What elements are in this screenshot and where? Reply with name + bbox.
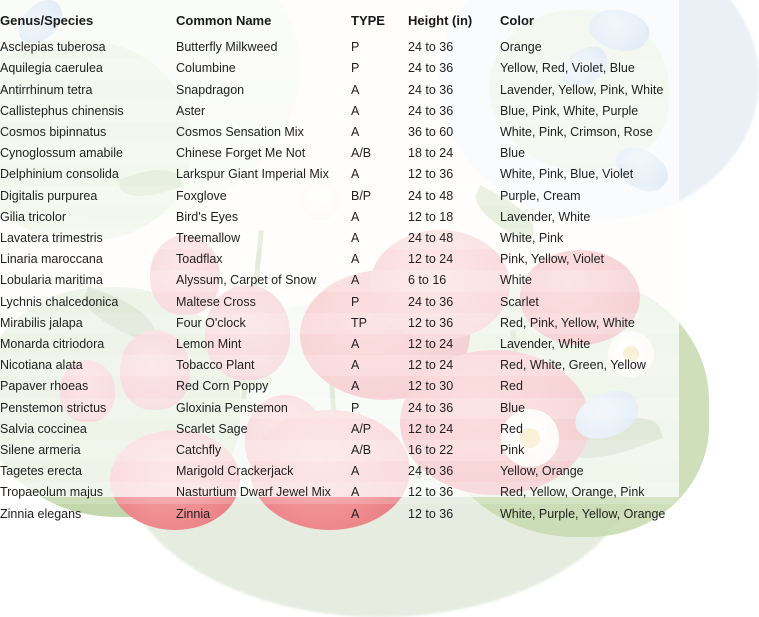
table-row [0, 292, 679, 313]
table-row [0, 207, 679, 228]
column-header-color: Color [500, 13, 534, 28]
cell-height: 36 to 60 [408, 125, 454, 140]
cell-height: 12 to 36 [408, 313, 500, 334]
cell-type: A [351, 482, 408, 503]
cell-common-name: Treemallow [176, 228, 351, 249]
cell-height: 24 to 48 [408, 186, 500, 207]
table-row [0, 101, 679, 122]
cell-type: A [351, 82, 360, 97]
cell-genus-species: Tagetes erecta [0, 464, 82, 479]
column-header-genus-species: Genus/Species [0, 13, 94, 28]
cell-common-name: Lemon Mint [176, 337, 242, 352]
cell-type: A [351, 228, 408, 249]
cell-color: Yellow, Orange [500, 464, 584, 479]
table-row [0, 249, 679, 270]
cell-height: 12 to 36 [408, 482, 500, 503]
cell-height: 12 to 24 [408, 355, 500, 376]
cell-height: 24 to 48 [408, 228, 500, 249]
table-row [0, 504, 679, 525]
cell-genus-species: Linaria maroccana [0, 252, 103, 267]
cell-common-name: Tobacco Plant [176, 355, 351, 376]
cell-genus-species: Gilia tricolor [0, 209, 66, 224]
cell-height: 12 to 18 [408, 209, 454, 224]
cell-type: A [351, 337, 360, 352]
cell-genus-species: Zinnia elegans [0, 506, 82, 521]
cell-color: Red, White, Green, Yellow [500, 355, 679, 376]
cell-color: White, Pink [500, 228, 679, 249]
cell-common-name: Zinnia [176, 506, 211, 521]
cell-genus-species: Penstemon strictus [0, 398, 176, 419]
cell-genus-species: Nicotiana alata [0, 355, 176, 376]
column-header-height: Height (in) [408, 13, 473, 28]
cell-type: A/P [351, 421, 372, 436]
column-header-type: TYPE [351, 13, 385, 28]
cell-common-name: Gloxinia Penstemon [176, 398, 351, 419]
cell-common-name: Aster [176, 101, 351, 122]
cell-common-name: Bird's Eyes [176, 209, 239, 224]
column-header-common-name: Common Name [176, 13, 272, 28]
cell-height: 12 to 36 [408, 506, 454, 521]
cell-type: A [351, 506, 360, 521]
table-row [0, 482, 679, 503]
cell-color: Lavender, White [500, 337, 591, 352]
cell-type: A [351, 270, 408, 291]
cell-type: A/B [351, 440, 408, 461]
cell-common-name: Columbine [176, 58, 351, 79]
cell-genus-species: Cynoglossum amabile [0, 143, 176, 164]
cell-height: 24 to 36 [408, 398, 500, 419]
cell-common-name: Scarlet Sage [176, 421, 248, 436]
table-row [0, 355, 679, 376]
cell-height: 12 to 24 [408, 337, 454, 352]
table-row [0, 461, 679, 482]
cell-height: 12 to 36 [408, 167, 454, 182]
cell-common-name: Larkspur Giant Imperial Mix [176, 167, 329, 182]
plant-list-table [0, 10, 679, 525]
cell-common-name: Chinese Forget Me Not [176, 143, 351, 164]
cell-type: A [351, 252, 360, 267]
table-row [0, 80, 679, 101]
cell-type: A [351, 464, 360, 479]
cell-type: TP [351, 313, 408, 334]
cell-genus-species: Lychnis chalcedonica [0, 294, 119, 309]
cell-type: P [351, 294, 360, 309]
cell-color: Red [500, 379, 523, 394]
cell-color: Red, Pink, Yellow, White [500, 313, 679, 334]
cell-color: Lavender, Yellow, Pink, White [500, 82, 664, 97]
table-row [0, 164, 679, 185]
table-header-row [0, 10, 679, 37]
cell-type: A [351, 355, 408, 376]
cell-genus-species: Mirabilis jalapa [0, 313, 176, 334]
cell-common-name: Toadflax [176, 252, 223, 267]
cell-type: P [351, 398, 408, 419]
cell-genus-species: Tropaeolum majus [0, 482, 176, 503]
cell-common-name: Snapdragon [176, 82, 245, 97]
cell-color: Blue [500, 143, 679, 164]
cell-color: White [500, 270, 679, 291]
cell-color: Red, Yellow, Orange, Pink [500, 482, 679, 503]
cell-genus-species: Lobularia maritima [0, 270, 176, 291]
cell-type: A [351, 101, 408, 122]
cell-common-name: Catchfly [176, 440, 351, 461]
table-row [0, 228, 679, 249]
cell-color: Yellow, Red, Violet, Blue [500, 58, 679, 79]
cell-common-name: Butterfly Milkweed [176, 40, 278, 55]
cell-height: 18 to 24 [408, 143, 500, 164]
cell-color: White, Pink, Crimson, Rose [500, 125, 653, 140]
cell-color: Blue [500, 398, 679, 419]
table-row [0, 313, 679, 334]
cell-type: A [351, 209, 360, 224]
cell-height: 6 to 16 [408, 270, 500, 291]
cell-color: White, Pink, Blue, Violet [500, 167, 634, 182]
cell-common-name: Four O'clock [176, 313, 351, 334]
cell-color: White, Purple, Yellow, Orange [500, 506, 666, 521]
cell-genus-species: Silene armeria [0, 440, 176, 461]
cell-genus-species: Cosmos bipinnatus [0, 125, 107, 140]
cell-genus-species: Salvia coccinea [0, 421, 87, 436]
cell-color: Red [500, 421, 523, 436]
cell-genus-species: Papaver rhoeas [0, 379, 89, 394]
cell-type: A/B [351, 143, 408, 164]
cell-height: 16 to 22 [408, 440, 500, 461]
cell-genus-species: Aquilegia caerulea [0, 58, 176, 79]
table-row [0, 122, 679, 143]
table-header [0, 10, 679, 37]
cell-color: Pink, Yellow, Violet [500, 252, 605, 267]
table-row [0, 334, 679, 355]
cell-common-name: Marigold Crackerjack [176, 464, 294, 479]
table-row [0, 143, 679, 164]
cell-height: 12 to 24 [408, 421, 454, 436]
cell-color: Orange [500, 40, 542, 55]
cell-common-name: Nasturtium Dwarf Jewel Mix [176, 482, 351, 503]
table-row [0, 58, 679, 79]
cell-type: A [351, 167, 360, 182]
cell-type: A [351, 379, 360, 394]
cell-type: A [351, 125, 360, 140]
cell-color: Purple, Cream [500, 186, 679, 207]
cell-common-name: Foxglove [176, 186, 351, 207]
table-row [0, 376, 679, 397]
table-body [0, 37, 679, 525]
table-row [0, 440, 679, 461]
table-row [0, 270, 679, 291]
cell-type: P [351, 40, 360, 55]
cell-height: 24 to 36 [408, 40, 454, 55]
cell-height: 24 to 36 [408, 101, 500, 122]
cell-genus-species: Antirrhinum tetra [0, 82, 93, 97]
cell-genus-species: Callistephus chinensis [0, 101, 176, 122]
cell-genus-species: Monarda citriodora [0, 337, 105, 352]
cell-genus-species: Digitalis purpurea [0, 186, 176, 207]
cell-color: Blue, Pink, White, Purple [500, 101, 679, 122]
cell-height: 24 to 36 [408, 294, 454, 309]
cell-height: 24 to 36 [408, 82, 454, 97]
cell-height: 24 to 36 [408, 58, 500, 79]
cell-common-name: Cosmos Sensation Mix [176, 125, 304, 140]
cell-color: Pink [500, 440, 679, 461]
cell-common-name: Red Corn Poppy [176, 379, 269, 394]
table-row [0, 186, 679, 207]
table-row [0, 37, 679, 58]
table-row [0, 419, 679, 440]
cell-height: 12 to 24 [408, 252, 454, 267]
cell-height: 24 to 36 [408, 464, 454, 479]
cell-common-name: Maltese Cross [176, 294, 256, 309]
table-row [0, 398, 679, 419]
cell-genus-species: Asclepias tuberosa [0, 40, 106, 55]
cell-type: P [351, 58, 408, 79]
cell-color: Scarlet [500, 294, 539, 309]
cell-color: Lavender, White [500, 209, 591, 224]
cell-type: B/P [351, 186, 408, 207]
cell-common-name: Alyssum, Carpet of Snow [176, 270, 351, 291]
cell-height: 12 to 30 [408, 379, 454, 394]
cell-genus-species: Lavatera trimestris [0, 228, 176, 249]
cell-genus-species: Delphinium consolida [0, 167, 119, 182]
